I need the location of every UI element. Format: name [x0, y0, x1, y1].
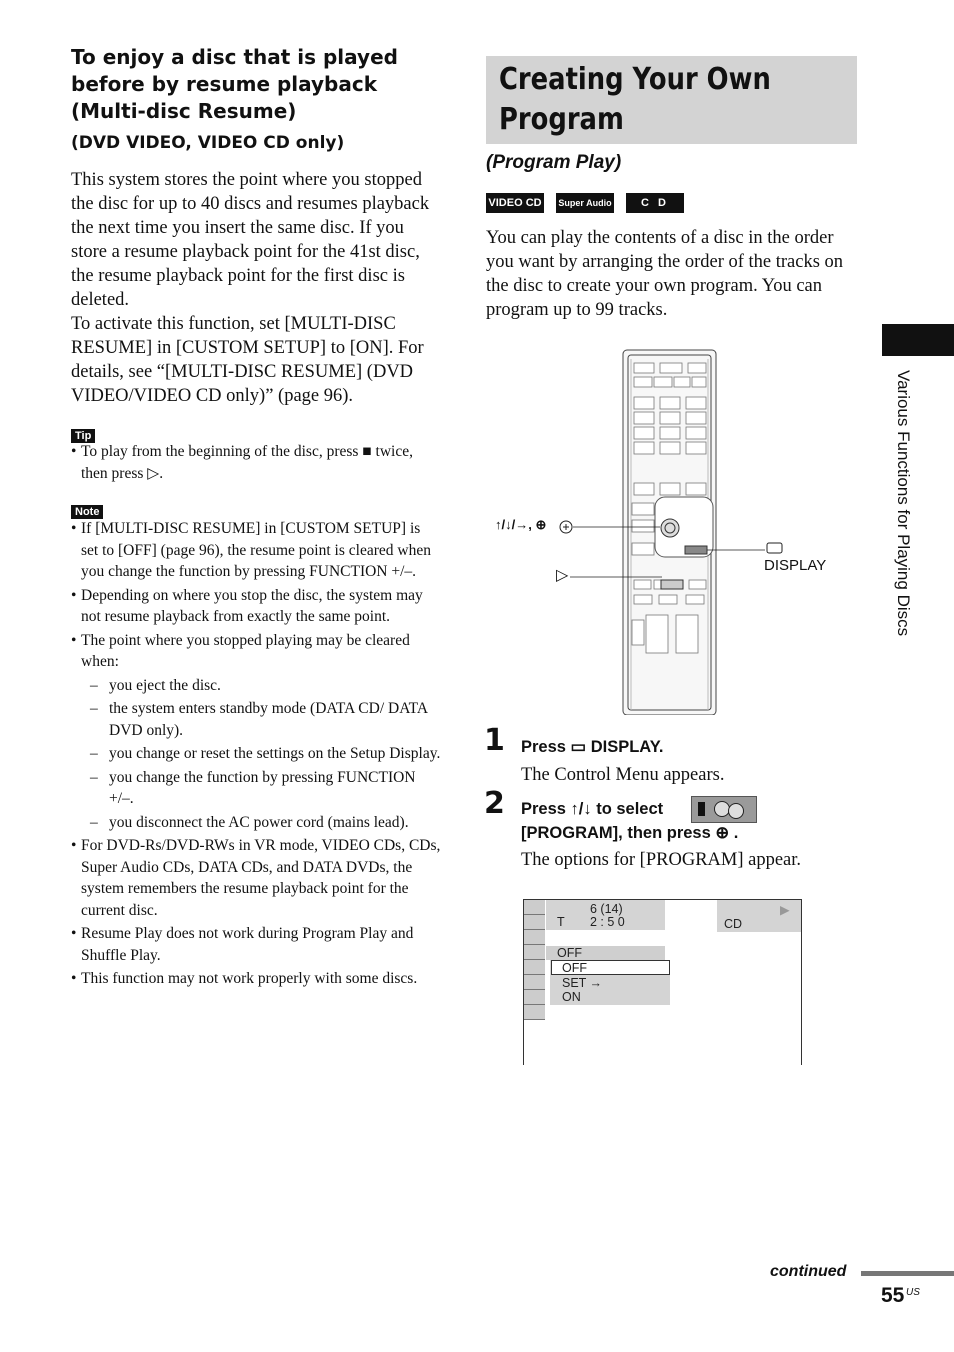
step-2-result: The options for [PROGRAM] appear.	[521, 850, 802, 870]
step-2-instruction-b: [PROGRAM], then press ⊕ .	[521, 824, 739, 842]
play-icon: ▶	[780, 903, 790, 917]
sub-note-item: – the system enters standby mode (DATA CD/ DATA DVD only).	[90, 698, 441, 741]
sub-note-item: – you eject the disc.	[90, 675, 441, 697]
tip-text	[71, 441, 441, 486]
badge-video-cd: VIDEO CD	[486, 193, 544, 213]
note-item: • The point where you stopped playing may be cleared when:	[71, 630, 441, 673]
notes-block	[71, 518, 441, 992]
page-subtitle: (Program Play)	[486, 152, 622, 173]
menu-icon-column	[524, 900, 545, 1020]
badge-cd: C D	[626, 193, 684, 213]
control-menu-screen	[523, 899, 802, 1065]
step-1-result: The Control Menu appears.	[521, 765, 725, 785]
chapter-tab-label: Various Functions for Playing Discs	[894, 370, 913, 637]
step-1-number: 1	[484, 723, 505, 758]
note-item: • Depending on where you stop the disc, the system may not resume playback from exactly the same point.	[71, 585, 441, 628]
step-2-number: 2	[484, 786, 505, 821]
note-item: • This function may not work properly with some discs.	[71, 968, 441, 990]
option-set[interactable]: SET →	[562, 976, 603, 990]
sub-note-item: – you disconnect the AC power cord (mains lead).	[90, 812, 441, 834]
intro-paragraph: This system stores the point where you stopped the disc for up to 40 discs and resumes playback the next time you insert the same disc. If you store a resume playback point for the 41st disc, the resume playback point for the first disc is deleted.	[71, 170, 430, 310]
note-item: • If [MULTI-DISC RESUME] in [CUSTOM SETUP] is set to [OFF] (page 96), the resume point is cleared when you change the function by pressing FUNCTION +/–.	[71, 518, 441, 583]
track-info: 6 (14)	[590, 902, 623, 916]
note-item: • For DVD-Rs/DVD-RWs in VR mode, VIDEO CDs, CDs, Super Audio CDs, DATA CDs, and DATA DVDs, the system remembers the resume playback point for the current disc.	[71, 835, 441, 921]
callout-display-label: DISPLAY	[764, 557, 827, 574]
step-2-instruction-a: Press ↑/↓ to select	[521, 800, 664, 818]
callout-arrows-label: ↑/↓/→, ⊕	[495, 517, 547, 532]
time-value: 2 : 5 0	[590, 915, 625, 929]
disc-type: CD	[724, 917, 743, 931]
program-menu-icon	[691, 796, 757, 823]
page-number: 55	[881, 1284, 905, 1307]
activation-paragraph: To activate this function, set [MULTI-DISC RESUME] in [CUSTOM SETUP] to [ON]. For details, see “[MULTI-DISC RESUME] (DVD VIDEO/VIDEO CD only)” (page 96).	[71, 314, 424, 406]
time-label: T	[557, 915, 565, 929]
callout-play-label: ▷	[556, 565, 569, 584]
tip-item: • To play from the beginning of the disc, press ■ twice, then press ▷.	[71, 441, 441, 484]
section-heading: To enjoy a disc that is played before by resume playback (Multi-disc Resume)	[71, 45, 398, 123]
sub-note-item: – you change the function by pressing FUNCTION +/–.	[90, 767, 441, 810]
continued-rule	[861, 1271, 954, 1276]
tip-label: Tip	[71, 426, 95, 444]
program-intro: You can play the contents of a disc in the order you want by arranging the order of the tracks on the disc to create your own program. You can program up to 99 tracks.	[486, 228, 844, 320]
continued-label: continued	[770, 1263, 847, 1280]
note-label: Note	[71, 502, 103, 520]
sub-note-item: – you change or reset the settings on the Setup Display.	[90, 743, 441, 765]
option-off[interactable]: OFF	[562, 961, 587, 975]
display-icon	[767, 543, 782, 553]
chapter-tab	[882, 324, 954, 356]
note-item: • Resume Play does not work during Program Play and Shuffle Play.	[71, 923, 441, 966]
page-number-suffix: US	[906, 1287, 920, 1298]
section-subheading: (DVD VIDEO, VIDEO CD only)	[71, 133, 345, 153]
page-title: Creating Your Own Program	[499, 62, 771, 137]
step-1-instruction: Press ▭ DISPLAY.	[521, 738, 664, 756]
badge-super-audio-cd: Super Audio CD	[556, 193, 614, 213]
option-on[interactable]: ON	[562, 990, 581, 1004]
program-current-value: OFF	[557, 946, 582, 960]
enter-icon	[560, 521, 572, 533]
